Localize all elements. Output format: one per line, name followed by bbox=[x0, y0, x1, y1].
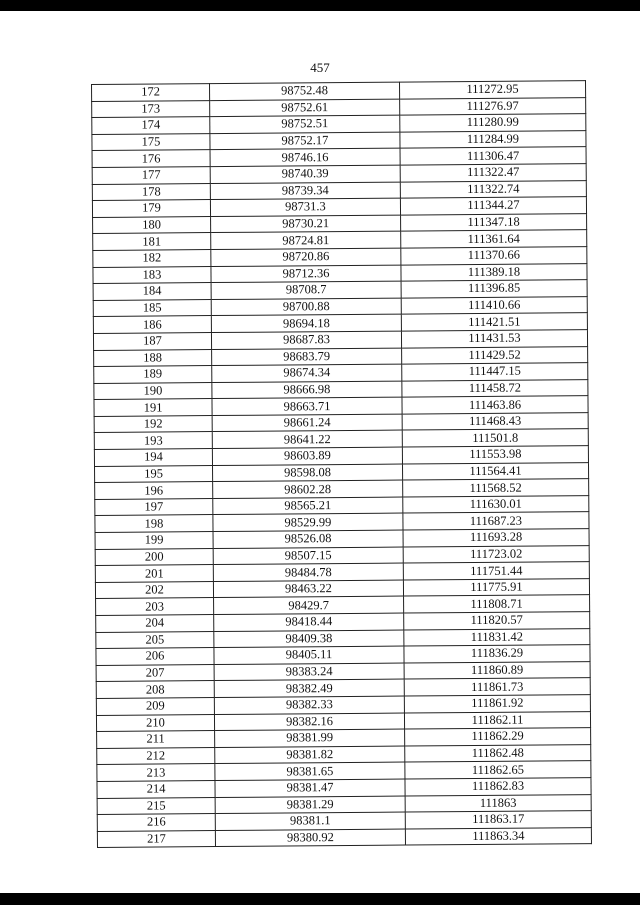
x-coordinate-cell: 98381.1 bbox=[215, 812, 405, 830]
point-number-cell: 201 bbox=[95, 565, 213, 583]
point-number-cell: 172 bbox=[92, 84, 210, 102]
x-coordinate-cell: 98565.21 bbox=[213, 497, 403, 515]
point-number-cell: 217 bbox=[97, 830, 215, 848]
y-coordinate-cell: 111370.66 bbox=[401, 247, 587, 265]
point-number-cell: 182 bbox=[93, 250, 211, 268]
y-coordinate-cell: 111347.18 bbox=[401, 213, 587, 231]
x-coordinate-cell: 98752.51 bbox=[210, 115, 400, 133]
coordinate-table bbox=[91, 80, 592, 848]
point-number-cell: 215 bbox=[97, 797, 215, 815]
point-number-cell: 181 bbox=[93, 233, 211, 251]
x-coordinate-cell: 98382.16 bbox=[214, 713, 404, 731]
y-coordinate-cell: 111553.98 bbox=[402, 446, 588, 464]
point-number-cell: 175 bbox=[92, 133, 210, 151]
point-number-cell: 196 bbox=[95, 482, 213, 500]
point-number-cell: 195 bbox=[95, 465, 213, 483]
point-number-cell: 194 bbox=[94, 449, 212, 467]
point-number-cell: 179 bbox=[92, 200, 210, 218]
y-coordinate-cell: 111693.28 bbox=[403, 529, 589, 547]
y-coordinate-cell: 111463.86 bbox=[402, 396, 588, 414]
y-coordinate-cell: 111272.95 bbox=[399, 81, 585, 99]
point-number-cell: 198 bbox=[95, 515, 213, 533]
x-coordinate-cell: 98724.81 bbox=[211, 231, 401, 249]
x-coordinate-cell: 98380.92 bbox=[215, 829, 405, 847]
x-coordinate-cell: 98687.83 bbox=[211, 331, 401, 349]
point-number-cell: 204 bbox=[96, 615, 214, 633]
x-coordinate-cell: 98661.24 bbox=[212, 414, 402, 432]
x-coordinate-cell: 98674.34 bbox=[212, 364, 402, 382]
point-number-cell: 188 bbox=[94, 349, 212, 367]
x-coordinate-cell: 98708.7 bbox=[211, 281, 401, 299]
y-coordinate-cell: 111276.97 bbox=[400, 97, 586, 115]
x-coordinate-cell: 98507.15 bbox=[213, 547, 403, 565]
point-number-cell: 185 bbox=[93, 299, 211, 317]
point-number-cell: 177 bbox=[92, 167, 210, 185]
x-coordinate-cell: 98526.08 bbox=[213, 530, 403, 548]
point-number-cell: 178 bbox=[92, 183, 210, 201]
point-number-cell: 173 bbox=[92, 100, 210, 118]
x-coordinate-cell: 98731.3 bbox=[210, 198, 400, 216]
x-coordinate-cell: 98666.98 bbox=[212, 381, 402, 399]
point-number-cell: 214 bbox=[97, 780, 215, 798]
y-coordinate-cell: 111863 bbox=[405, 794, 591, 812]
y-coordinate-cell: 111836.29 bbox=[404, 645, 590, 663]
y-coordinate-cell: 111389.18 bbox=[401, 263, 587, 281]
point-number-cell: 191 bbox=[94, 399, 212, 417]
y-coordinate-cell: 111862.65 bbox=[405, 761, 591, 779]
scan-bottom-border bbox=[0, 893, 640, 905]
x-coordinate-cell: 98740.39 bbox=[210, 165, 400, 183]
point-number-cell: 189 bbox=[94, 366, 212, 384]
y-coordinate-cell: 111431.53 bbox=[401, 330, 587, 348]
x-coordinate-cell: 98739.34 bbox=[210, 182, 400, 200]
coordinate-table-body bbox=[92, 81, 592, 848]
x-coordinate-cell: 98382.33 bbox=[214, 696, 404, 714]
y-coordinate-cell: 111862.83 bbox=[405, 778, 591, 796]
y-coordinate-cell: 111458.72 bbox=[402, 379, 588, 397]
point-number-cell: 208 bbox=[96, 681, 214, 699]
point-number-cell: 197 bbox=[95, 498, 213, 516]
x-coordinate-cell: 98418.44 bbox=[214, 613, 404, 631]
y-coordinate-cell: 111447.15 bbox=[402, 363, 588, 381]
y-coordinate-cell: 111862.11 bbox=[404, 711, 590, 729]
y-coordinate-cell: 111630.01 bbox=[403, 495, 589, 513]
y-coordinate-cell: 111322.74 bbox=[400, 180, 586, 198]
y-coordinate-cell: 111410.66 bbox=[401, 296, 587, 314]
x-coordinate-cell: 98381.82 bbox=[215, 746, 405, 764]
y-coordinate-cell: 111284.99 bbox=[400, 130, 586, 148]
y-coordinate-cell: 111723.02 bbox=[403, 545, 589, 563]
point-number-cell: 184 bbox=[93, 283, 211, 301]
point-number-cell: 203 bbox=[96, 598, 214, 616]
y-coordinate-cell: 111361.64 bbox=[401, 230, 587, 248]
x-coordinate-cell: 98463.22 bbox=[213, 580, 403, 598]
y-coordinate-cell: 111429.52 bbox=[402, 346, 588, 364]
y-coordinate-cell: 111421.51 bbox=[401, 313, 587, 331]
y-coordinate-cell: 111860.89 bbox=[404, 661, 590, 679]
point-number-cell: 212 bbox=[97, 747, 215, 765]
y-coordinate-cell: 111808.71 bbox=[404, 595, 590, 613]
x-coordinate-cell: 98700.88 bbox=[211, 298, 401, 316]
point-number-cell: 207 bbox=[96, 664, 214, 682]
x-coordinate-cell: 98405.11 bbox=[214, 646, 404, 664]
x-coordinate-cell: 98602.28 bbox=[213, 480, 403, 498]
point-number-cell: 213 bbox=[97, 764, 215, 782]
table-row bbox=[97, 827, 591, 847]
point-number-cell: 180 bbox=[93, 216, 211, 234]
x-coordinate-cell: 98381.47 bbox=[215, 779, 405, 797]
x-coordinate-cell: 98529.99 bbox=[213, 514, 403, 532]
x-coordinate-cell: 98381.99 bbox=[215, 729, 405, 747]
x-coordinate-cell: 98484.78 bbox=[213, 563, 403, 581]
x-coordinate-cell: 98752.48 bbox=[210, 82, 400, 100]
x-coordinate-cell: 98382.49 bbox=[214, 679, 404, 697]
point-number-cell: 200 bbox=[95, 548, 213, 566]
y-coordinate-cell: 111280.99 bbox=[400, 114, 586, 132]
x-coordinate-cell: 98730.21 bbox=[211, 215, 401, 233]
x-coordinate-cell: 98381.65 bbox=[215, 762, 405, 780]
x-coordinate-cell: 98746.16 bbox=[210, 148, 400, 166]
x-coordinate-cell: 98381.29 bbox=[215, 796, 405, 814]
y-coordinate-cell: 111751.44 bbox=[403, 562, 589, 580]
y-coordinate-cell: 111775.91 bbox=[403, 578, 589, 596]
x-coordinate-cell: 98752.61 bbox=[210, 99, 400, 117]
x-coordinate-cell: 98720.86 bbox=[211, 248, 401, 266]
point-number-cell: 174 bbox=[92, 117, 210, 135]
point-number-cell: 210 bbox=[96, 714, 214, 732]
y-coordinate-cell: 111862.29 bbox=[405, 728, 591, 746]
y-coordinate-cell: 111396.85 bbox=[401, 280, 587, 298]
point-number-cell: 186 bbox=[93, 316, 211, 334]
x-coordinate-cell: 98429.7 bbox=[214, 596, 404, 614]
x-coordinate-cell: 98712.36 bbox=[211, 265, 401, 283]
point-number-cell: 209 bbox=[96, 698, 214, 716]
y-coordinate-cell: 111468.43 bbox=[402, 412, 588, 430]
x-coordinate-cell: 98752.17 bbox=[210, 132, 400, 150]
y-coordinate-cell: 111687.23 bbox=[403, 512, 589, 530]
y-coordinate-cell: 111322.47 bbox=[400, 164, 586, 182]
page-number: 457 bbox=[310, 60, 330, 75]
y-coordinate-cell: 111820.57 bbox=[404, 612, 590, 630]
point-number-cell: 192 bbox=[94, 415, 212, 433]
x-coordinate-cell: 98641.22 bbox=[212, 431, 402, 449]
scan-top-border-line bbox=[0, 9, 640, 11]
y-coordinate-cell: 111862.48 bbox=[405, 744, 591, 762]
y-coordinate-cell: 111568.52 bbox=[403, 479, 589, 497]
scan-top-border bbox=[0, 0, 640, 9]
x-coordinate-cell: 98603.89 bbox=[212, 447, 402, 465]
point-number-cell: 205 bbox=[96, 631, 214, 649]
y-coordinate-cell: 111831.42 bbox=[404, 628, 590, 646]
y-coordinate-cell: 111863.17 bbox=[405, 811, 591, 829]
point-number-cell: 211 bbox=[97, 731, 215, 749]
x-coordinate-cell: 98598.08 bbox=[212, 464, 402, 482]
x-coordinate-cell: 98663.71 bbox=[212, 397, 402, 415]
x-coordinate-cell: 98409.38 bbox=[214, 630, 404, 648]
point-number-cell: 187 bbox=[93, 332, 211, 350]
y-coordinate-cell: 111344.27 bbox=[400, 197, 586, 215]
x-coordinate-cell: 98383.24 bbox=[214, 663, 404, 681]
point-number-cell: 216 bbox=[97, 814, 215, 832]
y-coordinate-cell: 111863.34 bbox=[405, 827, 591, 845]
point-number-cell: 202 bbox=[95, 581, 213, 599]
x-coordinate-cell: 98694.18 bbox=[211, 314, 401, 332]
y-coordinate-cell: 111306.47 bbox=[400, 147, 586, 165]
point-number-cell: 193 bbox=[94, 432, 212, 450]
point-number-cell: 206 bbox=[96, 648, 214, 666]
point-number-cell: 190 bbox=[94, 382, 212, 400]
point-number-cell: 183 bbox=[93, 266, 211, 284]
point-number-cell: 199 bbox=[95, 532, 213, 550]
y-coordinate-cell: 111501.8 bbox=[402, 429, 588, 447]
y-coordinate-cell: 111564.41 bbox=[402, 462, 588, 480]
y-coordinate-cell: 111861.92 bbox=[404, 695, 590, 713]
y-coordinate-cell: 111861.73 bbox=[404, 678, 590, 696]
x-coordinate-cell: 98683.79 bbox=[212, 348, 402, 366]
point-number-cell: 176 bbox=[92, 150, 210, 168]
